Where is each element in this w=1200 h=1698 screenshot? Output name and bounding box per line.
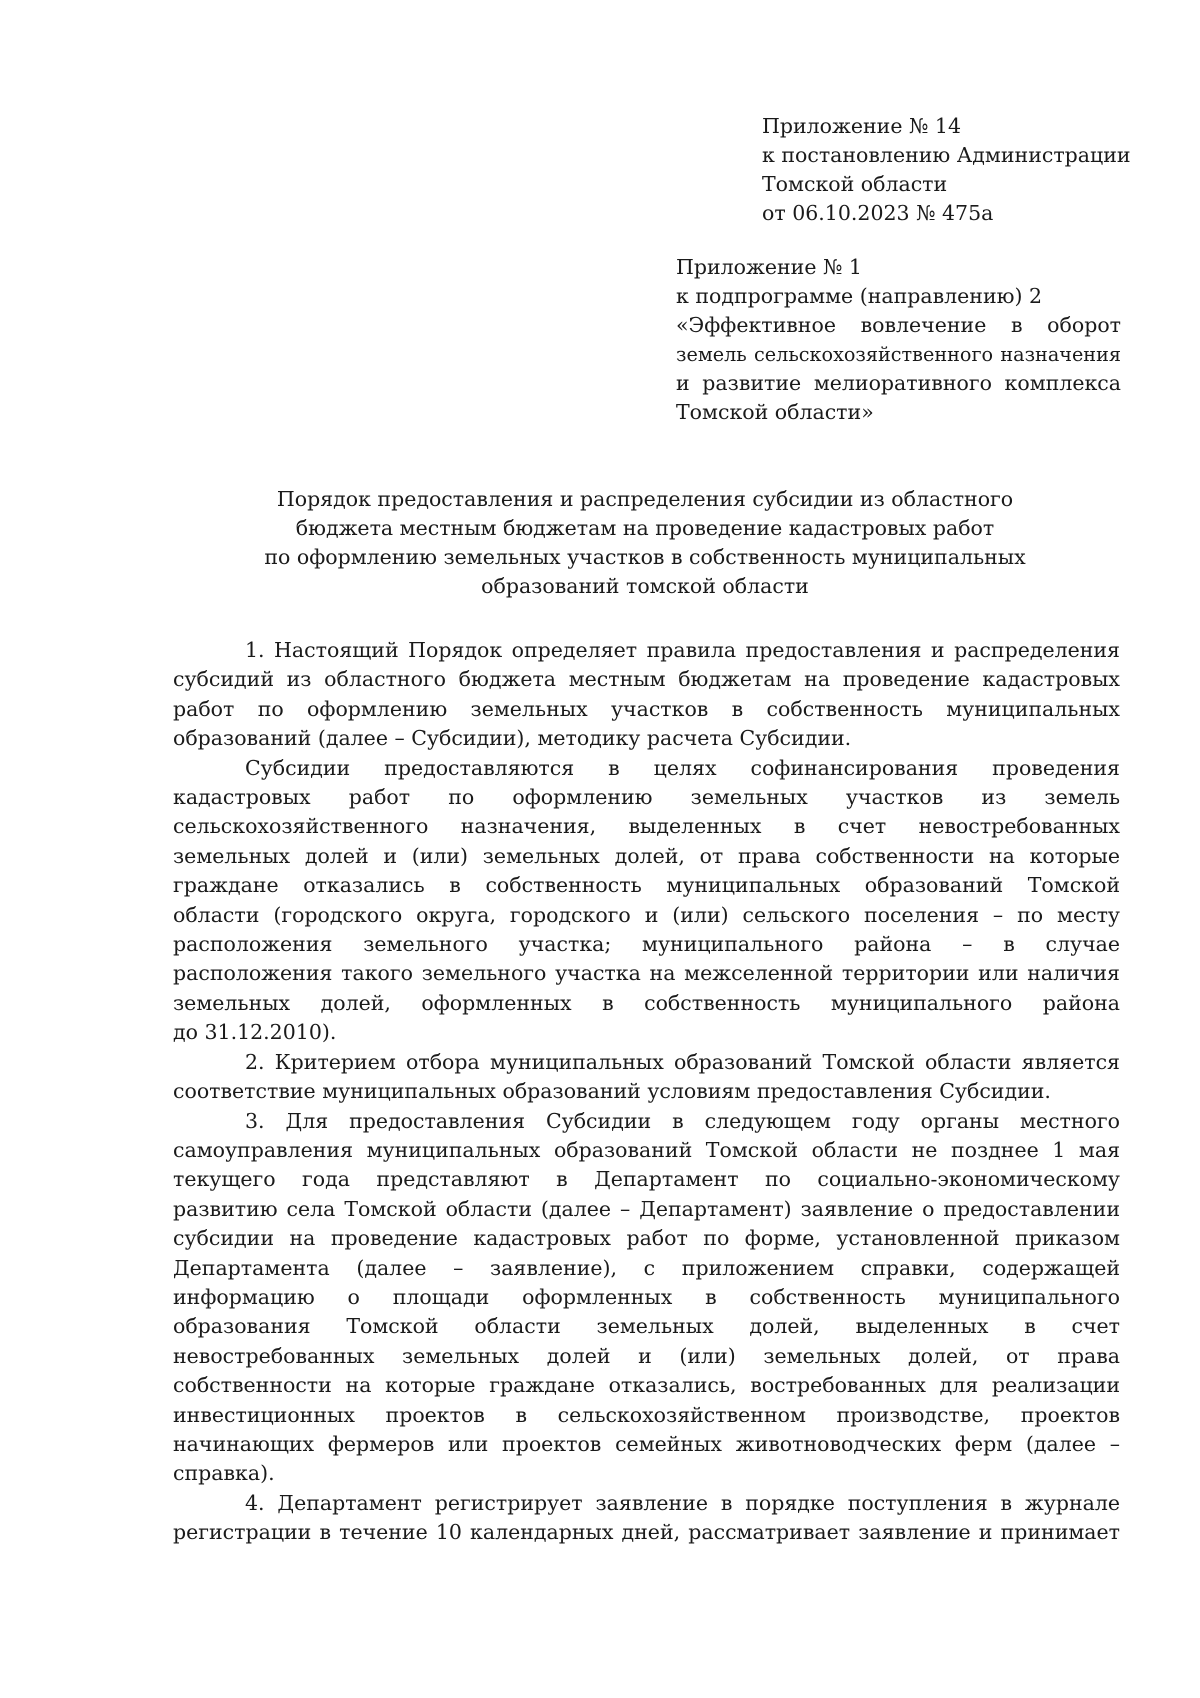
paragraph-4-line: 4. Департамент регистрирует заявление в порядке поступления в журнале xyxy=(245,1490,1120,1515)
paragraph-subsidy-line: кадастровых работ по оформлению земельных участков из земель xyxy=(173,785,1120,810)
appendix-14-line: к постановлению Администрации xyxy=(762,143,1131,167)
title-line: по оформлению земельных участков в собственность муниципальных xyxy=(264,545,1026,569)
document-body xyxy=(173,636,1120,1548)
appendix-1-line: Приложение № 1 xyxy=(676,255,862,279)
paragraph-1-line: 1. Настоящий Порядок определяет правила предоставления и распределения xyxy=(245,638,1120,662)
paragraph-3-line: инвестиционных проектов в сельскохозяйственном производстве, проектов xyxy=(173,1402,1120,1427)
paragraph-subsidy-line: земельных долей и (или) земельных долей, от права собственности на которые xyxy=(173,843,1120,868)
appendix-1-header xyxy=(676,253,1121,427)
appendix-1-line: к подпрограмме (направлению) 2 xyxy=(676,284,1043,308)
paragraph-3-line: субсидии на проведение кадастровых работ по форме, установленной приказом xyxy=(173,1226,1120,1251)
paragraph-3-line: информацию о площади оформленных в собственность муниципального xyxy=(173,1284,1120,1309)
paragraph-subsidy-line: расположения такого земельного участка на межселенной территории или наличия xyxy=(173,961,1120,986)
paragraph-3-line: начинающих фермеров или проектов семейных животноводческих ферм (далее – xyxy=(173,1431,1120,1456)
paragraph-1-line: работ по оформлению земельных участков в собственность муниципальных xyxy=(173,696,1120,721)
paragraph-3-line: развитию села Томской области (далее – Департамент) заявление о предоставлении xyxy=(173,1196,1120,1221)
appendix-14-line: от 06.10.2023 № 475а xyxy=(762,201,994,225)
appendix-1-line: земель сельскохозяйственного назначения xyxy=(676,343,1121,366)
title-line: бюджета местным бюджетам на проведение кадастровых работ xyxy=(295,516,995,540)
title-line: Порядок предоставления и распределения субсидии из областного xyxy=(276,487,1014,511)
paragraph-subsidy-line: граждане отказались в собственность муниципальных образований Томской xyxy=(173,873,1120,898)
paragraph-subsidy-line: Субсидии предоставляются в целях софинансирования проведения xyxy=(245,755,1120,780)
paragraph-3-line: Департамента (далее – заявление), с приложением справки, содержащей xyxy=(173,1255,1120,1280)
appendix-1-line: «Эффективное вовлечение в оборот xyxy=(676,313,1121,337)
appendix-14-header xyxy=(762,112,1131,228)
title-line: образований томской области xyxy=(481,574,809,598)
paragraph-subsidy-line: области (городского округа, городского и (или) сельского поселения – по месту xyxy=(173,902,1120,927)
paragraph-3-line: собственности на которые граждане отказались, востребованных для реализации xyxy=(173,1373,1120,1398)
appendix-1-line: Томской области» xyxy=(676,400,874,424)
paragraph-3-line: невостребованных земельных долей и (или) земельных долей, от права xyxy=(173,1343,1120,1368)
paragraph-1-line: образований (далее – Субсидии), методику расчета Субсидии. xyxy=(173,726,852,751)
paragraph-2-line: соответствие муниципальных образований условиям предоставления Субсидии. xyxy=(173,1079,1051,1104)
paragraph-subsidy-line: земельных долей, оформленных в собственность муниципального района xyxy=(173,990,1120,1015)
paragraph-subsidy-line: до 31.12.2010). xyxy=(173,1020,337,1045)
paragraph-3-line: самоуправления муниципальных образований Томской области не позднее 1 мая xyxy=(173,1137,1120,1162)
document-title xyxy=(170,485,1120,601)
paragraph-3-line: образования Томской области земельных долей, выделенных в счет xyxy=(173,1314,1120,1339)
paragraph-subsidy-line: расположения земельного участка; муниципального района – в случае xyxy=(173,932,1120,957)
paragraph-1-line: субсидий из областного бюджета местным бюджетам на проведение кадастровых xyxy=(173,667,1120,692)
paragraph-subsidy-line: сельскохозяйственного назначения, выделенных в счет невостребованных xyxy=(173,814,1120,839)
paragraph-3-line: текущего года представляют в Департамент по социально-экономическому xyxy=(173,1167,1120,1192)
appendix-1-line: и развитие мелиоративного комплекса xyxy=(676,371,1121,395)
appendix-14-line: Приложение № 14 xyxy=(762,114,961,138)
paragraph-3-line: 3. Для предоставления Субсидии в следующем году органы местного xyxy=(245,1108,1120,1133)
paragraph-2-line: 2. Критерием отбора муниципальных образований Томской области является xyxy=(245,1049,1120,1074)
appendix-14-line: Томской области xyxy=(762,172,948,196)
paragraph-4-line: регистрации в течение 10 календарных дней, рассматривает заявление и принимает xyxy=(173,1520,1120,1545)
paragraph-3-line: справка). xyxy=(173,1461,275,1486)
